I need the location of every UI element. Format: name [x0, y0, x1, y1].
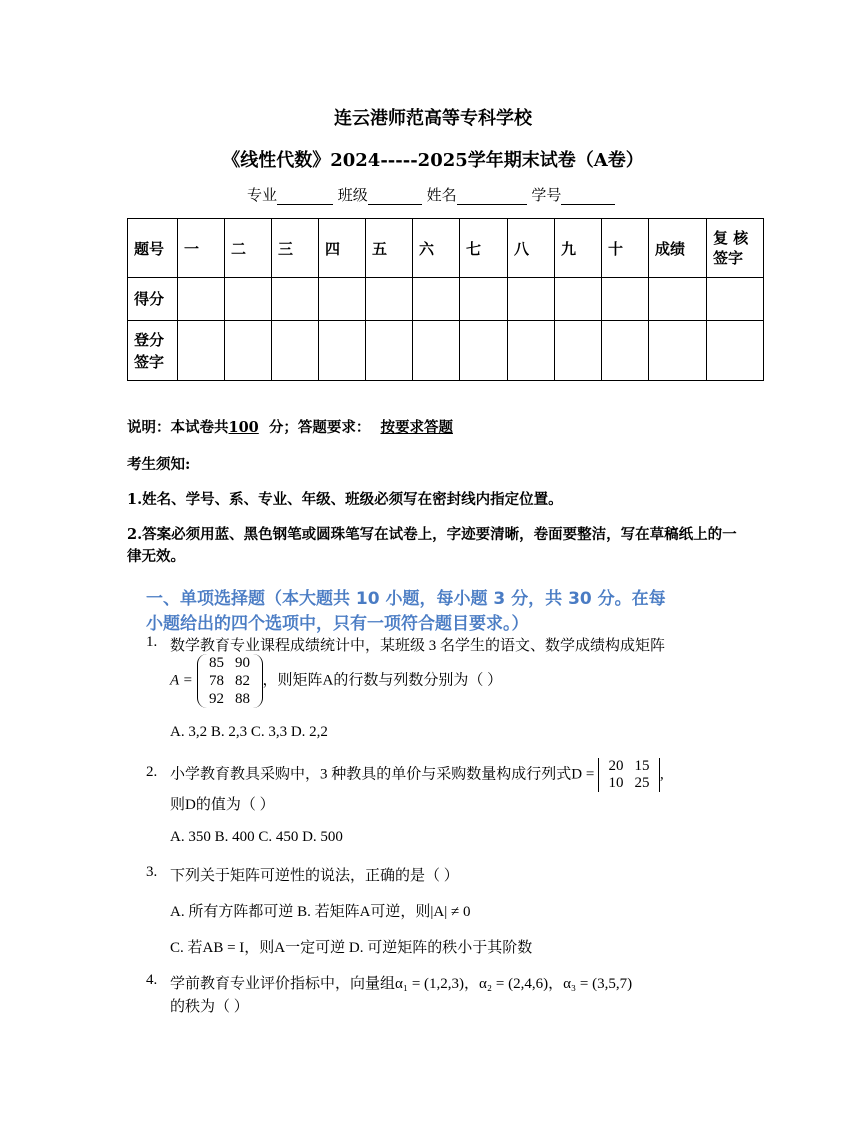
name-label: 姓名: [426, 186, 457, 204]
matrix-entry: 90: [235, 655, 251, 671]
score-cell[interactable]: [413, 278, 460, 321]
notice-title: 考生须知:: [127, 456, 191, 473]
score-cell[interactable]: [555, 321, 602, 381]
matrix-entry: 82: [235, 673, 251, 689]
table-header-cell: 成绩: [649, 219, 707, 278]
score-cell[interactable]: [178, 321, 225, 381]
question-4-text: 学前教育专业评价指标中，向量组α₁ = (1,2,3)，α₂ = (2,4,6)，α₃ = (3,5,7): [170, 976, 633, 992]
score-table: [127, 218, 764, 381]
matrix-a: [197, 654, 263, 708]
score-cell[interactable]: [178, 278, 225, 321]
exam-description: [127, 416, 453, 437]
question-1-number: 1.: [146, 634, 158, 650]
matrix-row: [204, 672, 256, 690]
score-cell[interactable]: [225, 321, 272, 381]
notice-1: 1.姓名、学号、系、专业、年级、班级必须写在密封线内指定位置。: [127, 491, 563, 508]
table-header-cell: 十: [602, 219, 649, 278]
row-label: 得分: [128, 278, 178, 321]
score-cell[interactable]: [602, 321, 649, 381]
matrix-entry: 92: [209, 691, 225, 707]
score-cell[interactable]: [413, 321, 460, 381]
matrix-entry: 88: [235, 691, 251, 707]
table-header-cell: 三: [272, 219, 319, 278]
score-cell[interactable]: [555, 278, 602, 321]
school-name: 连云港师范高等专科学校: [334, 108, 532, 129]
comma: ,: [660, 766, 664, 783]
score-cell[interactable]: [460, 321, 508, 381]
table-header-cell: 九: [555, 219, 602, 278]
student-info: [247, 184, 615, 205]
student-id-field[interactable]: [561, 188, 615, 205]
matrix-entry: 10: [608, 775, 624, 791]
question-3-options-2: C. 若AB = I，则A一定可逆 D. 可逆矩阵的秩小于其阶数: [170, 940, 533, 956]
desc-text: 说明：本试卷共: [127, 419, 229, 436]
score-cell[interactable]: [366, 278, 413, 321]
question-1-after: ，则矩阵A的行数与列数分别为（ ）: [262, 672, 503, 689]
score-cell[interactable]: [272, 321, 319, 381]
major-label: 专业: [247, 186, 278, 204]
matrix-entry: 15: [634, 758, 650, 774]
matrix-entry: 85: [209, 655, 225, 671]
score-cell[interactable]: [508, 321, 555, 381]
score-cell[interactable]: [460, 278, 508, 321]
section-title-line2: 小题给出的四个选项中，只有一项符合题目要求。）: [146, 614, 529, 634]
question-2-text-line: [170, 758, 664, 792]
score-cell[interactable]: [649, 321, 707, 381]
student-id-label: 学号: [531, 186, 562, 204]
table-header-cell: 七: [460, 219, 508, 278]
matrix-row: [603, 775, 655, 792]
table-header-cell: 五: [366, 219, 413, 278]
total-score: 100: [228, 419, 259, 436]
question-2-options: A. 350 B. 400 C. 450 D. 500: [170, 829, 343, 845]
question-3-options-1: A. 所有方阵都可逆 B. 若矩阵A可逆，则|A| ≠ 0: [170, 904, 471, 920]
table-header-cell: 二: [225, 219, 272, 278]
matrix-row: [204, 690, 256, 708]
table-header-cell: 八: [508, 219, 555, 278]
score-cell[interactable]: [366, 321, 413, 381]
question-3-number: 3.: [146, 864, 158, 880]
score-cell[interactable]: [319, 321, 366, 381]
score-cell[interactable]: [707, 278, 764, 321]
answer-requirement: 按要求答题: [380, 419, 453, 436]
table-header-cell: 六: [413, 219, 460, 278]
score-cell[interactable]: [649, 278, 707, 321]
question-2-text: 小学教育教具采购中，3 种教具的单价与采购数量构成行列式D =: [170, 766, 595, 783]
section-title-line1: 一、单项选择题（本大题共 10 小题，每小题 3 分，共 30 分。在每: [146, 589, 666, 609]
question-2-number: 2.: [146, 764, 158, 780]
row-label: 登分 签字: [128, 321, 178, 381]
score-cell[interactable]: [508, 278, 555, 321]
question-1-text: 数学教育专业课程成绩统计中，某班级 3 名学生的语文、数学成绩构成矩阵: [170, 638, 666, 654]
table-header-cell: 一: [178, 219, 225, 278]
notice-2: 2.答案必须用蓝、黑色钢笔或圆珠笔写在试卷上，字迹要清晰，卷面要整洁，写在草稿纸上的一律无效。: [127, 526, 737, 565]
question-1-options: A. 3,2 B. 2,3 C. 3,3 D. 2,2: [170, 724, 328, 740]
matrix-row: [204, 654, 256, 672]
matrix-entry: 78: [209, 673, 225, 689]
table-header-cell: 题号: [128, 219, 178, 278]
table-header-cell: 复 核 签字: [707, 219, 764, 278]
score-cell[interactable]: [602, 278, 649, 321]
major-field[interactable]: [277, 188, 333, 205]
table-header-cell: 四: [319, 219, 366, 278]
class-label: 班级: [337, 186, 368, 204]
matrix-row: [603, 758, 655, 775]
matrix-entry: 20: [608, 758, 624, 774]
desc-text-2: 分；答题要求：: [268, 419, 371, 436]
score-cell[interactable]: [707, 321, 764, 381]
question-1-matrix-line: [170, 654, 502, 708]
question-3-text: 下列关于矩阵可逆性的说法，正确的是（ ）: [170, 868, 459, 884]
matrix-entry: 25: [634, 775, 650, 791]
score-cell[interactable]: [272, 278, 319, 321]
question-2-line2: 则D的值为（ ）: [170, 797, 275, 813]
score-cell[interactable]: [225, 278, 272, 321]
score-cell[interactable]: [319, 278, 366, 321]
class-field[interactable]: [368, 188, 422, 205]
question-4-line2: 的秩为（ ）: [170, 999, 249, 1015]
matrix-lhs: A =: [170, 672, 193, 689]
question-4-number: 4.: [146, 972, 158, 988]
determinant-d: [598, 758, 660, 792]
exam-title: 《线性代数》2024-----2025学年期末试卷（A卷）: [222, 150, 644, 171]
name-field[interactable]: [457, 188, 527, 205]
